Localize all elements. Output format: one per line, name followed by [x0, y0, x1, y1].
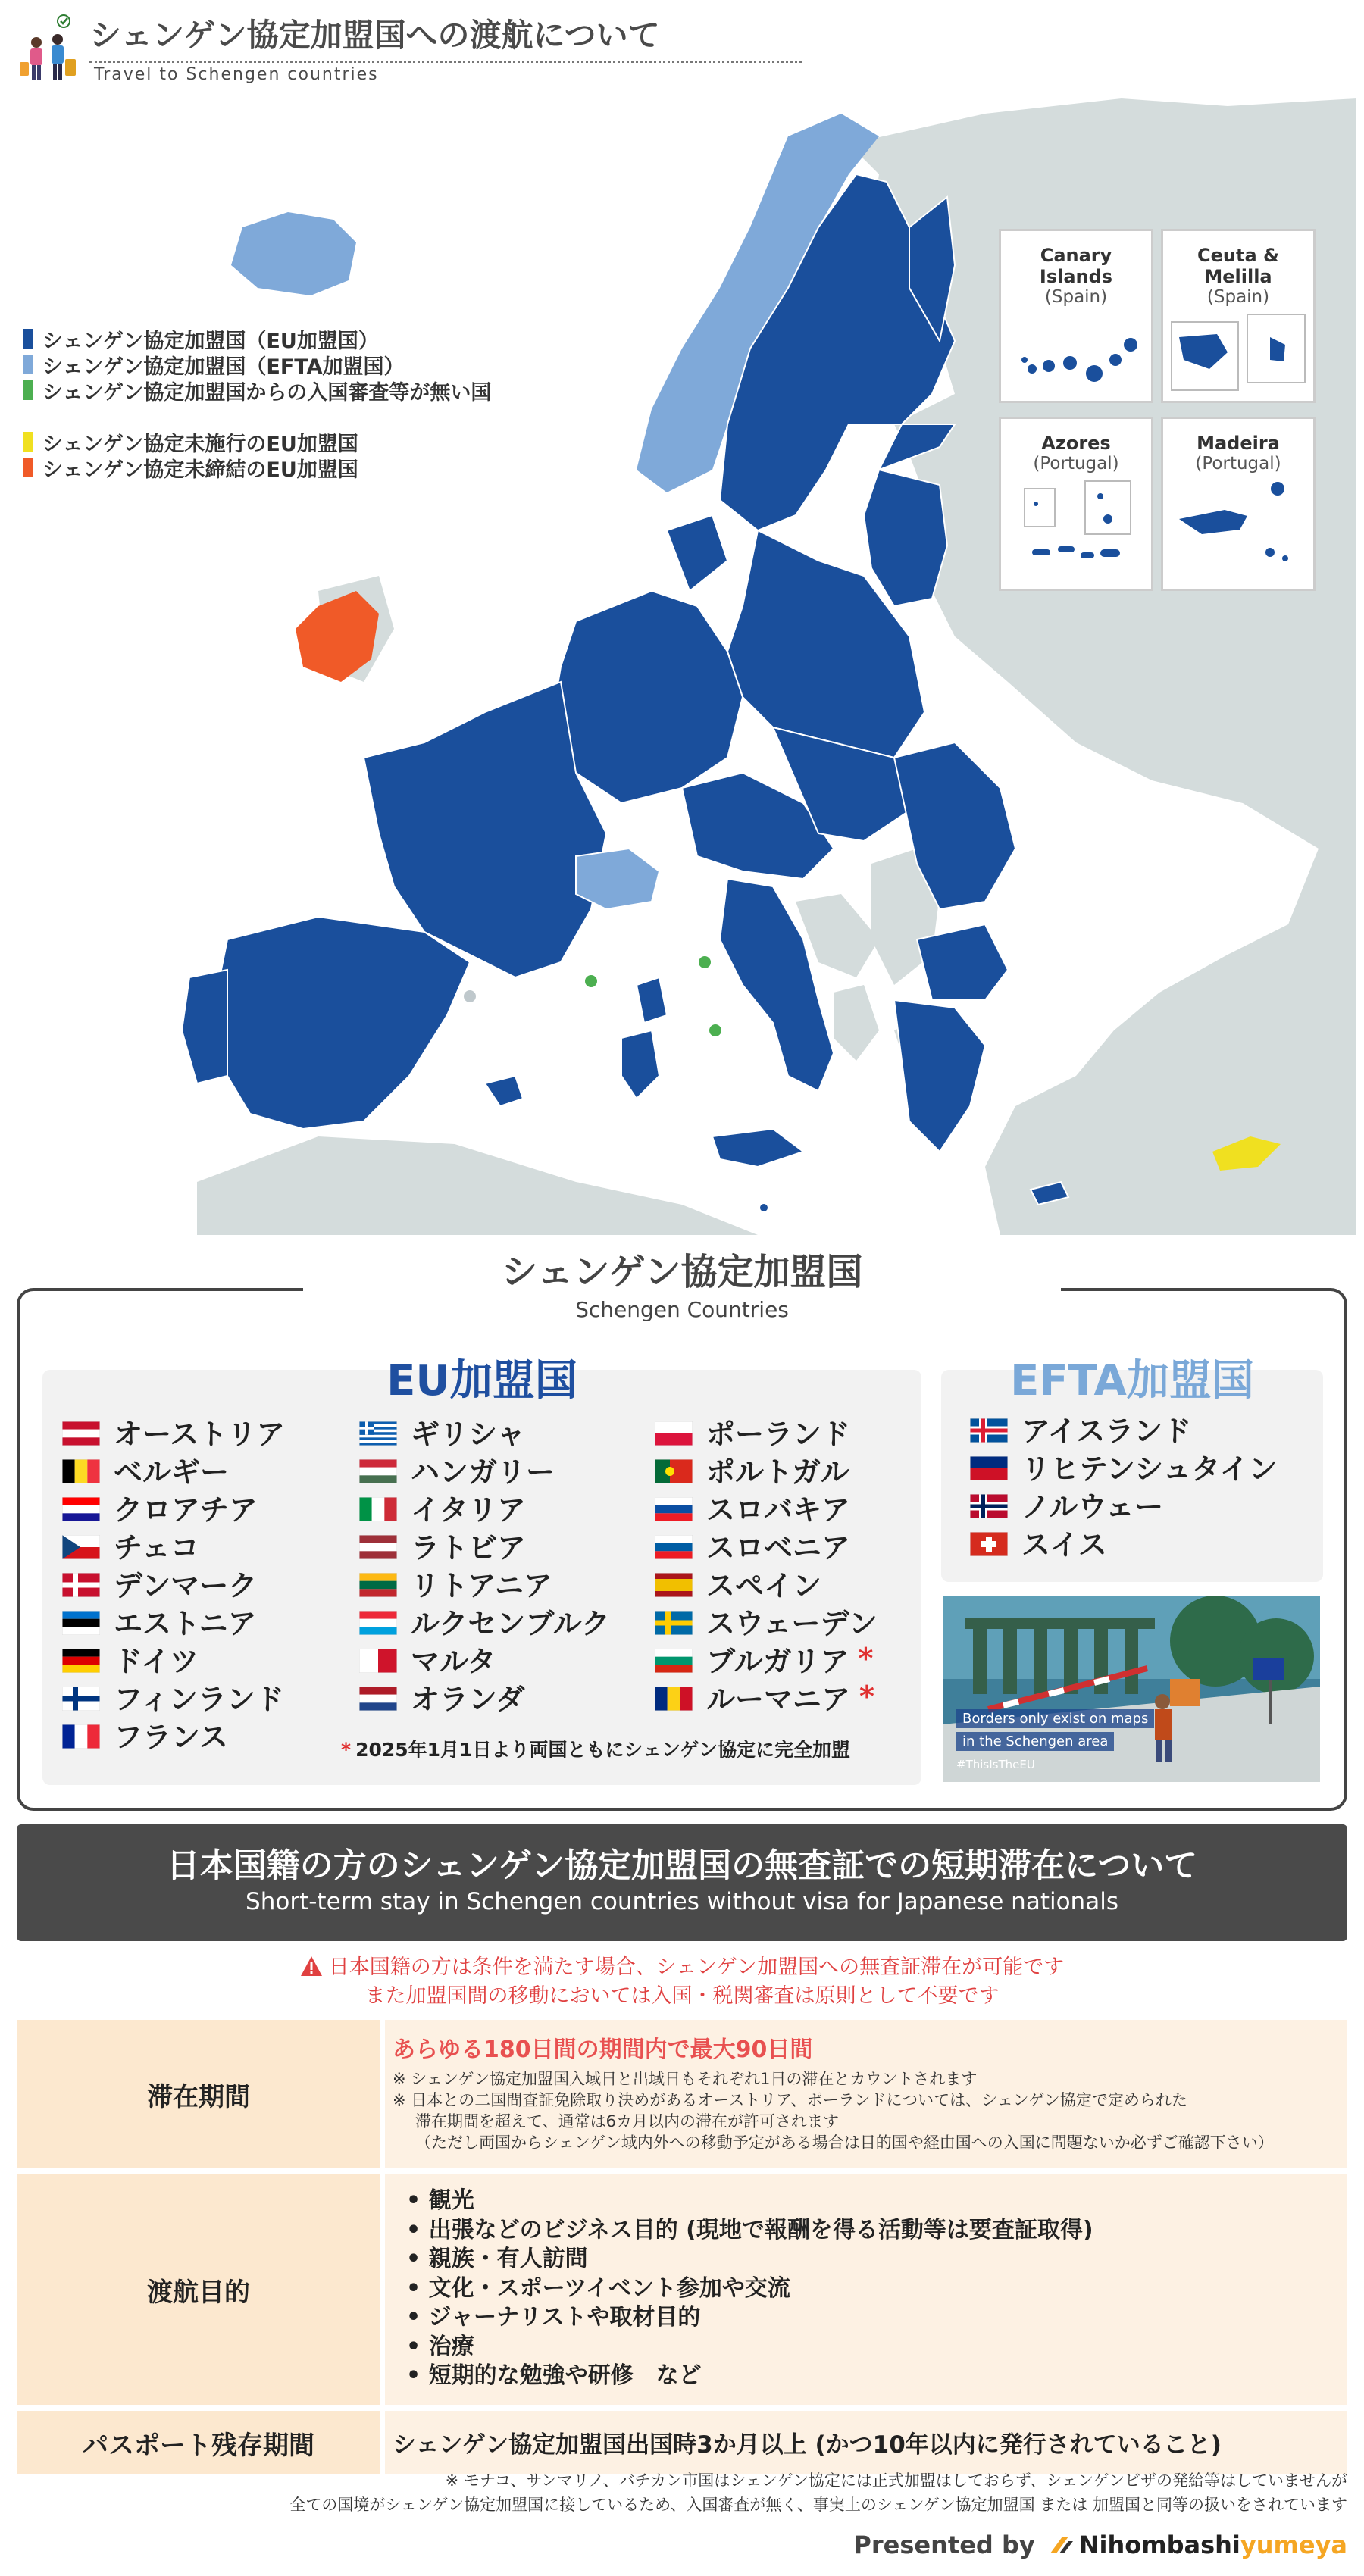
- country-estonia: [62, 1602, 285, 1640]
- visa-warning-2: また加盟国間の移動においては入国・税関審査は原則として不要です: [364, 1984, 1000, 2008]
- inset-ceuta-melilla: [1161, 229, 1316, 403]
- country-name: オランダ: [411, 1682, 525, 1716]
- country-slovenia: [655, 1526, 878, 1564]
- country-name: アイスランド: [1021, 1414, 1192, 1448]
- inset-subtitle: (Spain): [1206, 287, 1270, 307]
- efta-heading: EFTA加盟国: [1010, 1356, 1254, 1405]
- presented-by: [853, 2531, 1347, 2559]
- bulgaria-flag-icon: [655, 1646, 693, 1671]
- germany-flag-icon: [62, 1646, 100, 1671]
- footnote-star: *: [859, 1680, 874, 1713]
- legend-item-not-implemented: [23, 429, 491, 455]
- country-name: フィンランド: [114, 1682, 284, 1716]
- country-name: チェコ: [114, 1530, 199, 1565]
- inset-madeira: [1161, 417, 1316, 591]
- czechia-flag-icon: [62, 1533, 100, 1557]
- footer-note: ※ モナコ、サンマリノ、バチカン市国はシェンゲン協定には正式加盟はしておらず、シェンゲンビザの発給等はしていませんが: [445, 2471, 1347, 2490]
- country-lithuania: [359, 1564, 610, 1602]
- country-italy: [359, 1488, 610, 1526]
- legend-item-no-check: [23, 377, 491, 403]
- country-name: ベルギー: [114, 1455, 230, 1489]
- malta-flag-icon: [359, 1646, 397, 1671]
- inset-title: Azores: [1041, 433, 1111, 454]
- footnote-text: 2025年1月1日より両国ともにシェンゲン協定に完全加盟: [355, 1739, 850, 1761]
- footnote-star: *: [858, 1642, 874, 1675]
- country-name: ノルウェー: [1021, 1490, 1163, 1524]
- inset-title: Canary Islands: [1039, 245, 1113, 287]
- country-name: リヒテンシュタイン: [1021, 1452, 1278, 1486]
- country-denmark: [62, 1564, 285, 1602]
- belgium-flag-icon: [62, 1457, 100, 1481]
- country-name: ラトビア: [411, 1530, 527, 1565]
- warning-text: 日本国籍の方は条件を満たす場合、シェンゲン加盟国への無査証滞在が可能です: [328, 1955, 1065, 1979]
- country-portugal: [655, 1450, 878, 1488]
- country-spain: [655, 1564, 878, 1602]
- efta-column: [970, 1409, 1278, 1561]
- country-name: デンマーク: [114, 1568, 258, 1602]
- map-legend: [23, 326, 491, 480]
- photo-hashtag: #ThisIsTheEU: [956, 1758, 1035, 1771]
- visa-title: 日本国籍の方のシェンゲン協定加盟国の無査証での短期滞在について: [166, 1846, 1198, 1885]
- visa-warning: [0, 1950, 1364, 1980]
- passport-validity-label: パスポート残存期間: [17, 2411, 380, 2474]
- hungary-flag-icon: [359, 1457, 397, 1481]
- country-switzerland: [970, 1523, 1278, 1561]
- country-norway: [970, 1485, 1278, 1523]
- inset-subtitle: (Spain): [1044, 287, 1108, 307]
- inset-canary-islands: [999, 229, 1153, 403]
- inset-subtitle: (Portugal): [1195, 454, 1281, 474]
- sweden-flag-icon: [655, 1608, 693, 1633]
- inset-map: [1164, 474, 1312, 580]
- brand-logo-icon: [1046, 2534, 1075, 2556]
- finland-flag-icon: [62, 1684, 100, 1708]
- country-slovakia: [655, 1488, 878, 1526]
- country-name: マルタ: [411, 1644, 496, 1678]
- inset-subtitle: (Portugal): [1033, 454, 1119, 474]
- estonia-flag-icon: [62, 1608, 100, 1633]
- country-name: エストニア: [114, 1606, 257, 1640]
- romania-flag-icon: [655, 1684, 693, 1708]
- europe-map: [0, 91, 1364, 1243]
- purpose-item: • ジャーナリストや取材目的: [406, 2304, 701, 2331]
- legend-swatch: [23, 329, 33, 349]
- inset-map: [1002, 307, 1150, 398]
- croatia-flag-icon: [62, 1495, 100, 1519]
- travelers-icon: [14, 12, 82, 88]
- netherlands-flag-icon: [359, 1684, 397, 1708]
- country-iceland: [970, 1409, 1278, 1447]
- purpose-item: • 親族・有人訪問: [406, 2246, 588, 2272]
- country-croatia: [62, 1488, 285, 1526]
- slovakia-flag-icon: [655, 1495, 693, 1519]
- country-france: [62, 1715, 285, 1753]
- legend-label: シェンゲン協定加盟国（EFTA加盟国）: [42, 355, 405, 379]
- country-czechia: [62, 1526, 285, 1564]
- eu-column-3: [655, 1412, 878, 1715]
- country-name: イタリア: [411, 1493, 527, 1527]
- travel-purpose-label: 渡航目的: [17, 2174, 380, 2405]
- purpose-item: • 出張などのビジネス目的 (現地で報酬を得る活動等は要査証取得): [406, 2216, 1093, 2243]
- inset-title: Ceuta & Melilla: [1197, 245, 1279, 287]
- country-name: スウェーデン: [706, 1606, 878, 1640]
- country-name: ドイツ: [114, 1644, 199, 1678]
- legend-item-not-signed: [23, 455, 491, 480]
- purpose-item: • 短期的な勉強や研修 など: [406, 2362, 702, 2389]
- country-poland: [655, 1412, 878, 1450]
- country-latvia: [359, 1526, 610, 1564]
- lithuania-flag-icon: [359, 1571, 397, 1595]
- inset-map: [1164, 307, 1312, 398]
- schengen-title: シェンゲン協定加盟国: [501, 1251, 863, 1293]
- legend-swatch: [23, 380, 33, 400]
- legend-label: シェンゲン協定加盟国からの入国審査等が無い国: [42, 380, 492, 405]
- purpose-item: • 観光: [406, 2187, 474, 2214]
- country-luxembourg: [359, 1602, 610, 1640]
- purpose-item: • 治療: [406, 2333, 474, 2360]
- austria-flag-icon: [62, 1419, 100, 1443]
- denmark-flag-icon: [62, 1571, 100, 1595]
- legend-label: シェンゲン協定未施行のEU加盟国: [42, 432, 358, 456]
- photo-caption: Borders only exist on maps: [956, 1709, 1154, 1728]
- footer-note-2: 全ての国境がシェンゲン協定加盟国に接しているため、入国審査が無く、事実上のシェンゲン協定加盟国 または 加盟国と同等の扱いをされています: [289, 2496, 1347, 2514]
- legend-label: シェンゲン協定未締結のEU加盟国: [42, 458, 358, 482]
- country-liechtenstein: [970, 1447, 1278, 1485]
- eu-column-1: [62, 1412, 285, 1753]
- schengen-subtitle: Schengen Countries: [575, 1297, 789, 1322]
- stay-period-notes: [393, 2068, 1274, 2153]
- country-name: ギリシャ: [411, 1417, 526, 1451]
- country-name: オーストリア: [114, 1417, 286, 1451]
- inset-title: Madeira: [1197, 433, 1280, 454]
- eu-heading: EU加盟国: [386, 1356, 577, 1405]
- norway-flag-icon: [970, 1492, 1008, 1516]
- country-name: クロアチア: [114, 1493, 258, 1527]
- france-flag-icon: [62, 1722, 100, 1746]
- country-sweden: [655, 1602, 878, 1640]
- legend-item-efta: [23, 352, 491, 377]
- stay-period-label: 滞在期間: [17, 2020, 380, 2168]
- country-name: ポーランド: [706, 1417, 851, 1451]
- country-malta: [359, 1640, 610, 1677]
- country-name: ハンガリー: [411, 1455, 555, 1489]
- legend-swatch: [23, 432, 33, 452]
- page-title: シェンゲン協定加盟国への渡航について: [89, 17, 660, 54]
- purpose-item: • 文化・スポーツイベント参加や交流: [406, 2274, 790, 2302]
- travel-purpose-list: [406, 2187, 1093, 2391]
- visa-subtitle: Short-term stay in Schengen countries without visa for Japanese nationals: [246, 1888, 1118, 1915]
- country-germany: [62, 1640, 285, 1677]
- country-name: フランス: [114, 1720, 228, 1754]
- liechtenstein-flag-icon: [970, 1454, 1008, 1478]
- italy-flag-icon: [359, 1495, 397, 1519]
- poland-flag-icon: [655, 1419, 693, 1443]
- slovenia-flag-icon: [655, 1533, 693, 1557]
- iceland-flag-icon: [970, 1416, 1008, 1440]
- country-greece: [359, 1412, 610, 1450]
- luxembourg-flag-icon: [359, 1608, 397, 1633]
- country-belgium: [62, 1450, 285, 1488]
- country-name: ルクセンブルク: [411, 1606, 610, 1640]
- legend-swatch: [23, 355, 33, 374]
- switzerland-flag-icon: [970, 1530, 1008, 1554]
- stay-note: （ただし両国からシェンゲン域内外への移動予定がある場合は目的国や経由国への入国に問題ないか必ずご確認下さい）: [415, 2134, 1274, 2152]
- country-finland: [62, 1677, 285, 1715]
- footnote-star: *: [341, 1739, 352, 1761]
- inset-map: [1002, 474, 1150, 580]
- stay-note: ※ 日本との二国間査証免除取り決めがあるオーストリア、ポーランドについては、シェンゲン協定で定められた: [393, 2091, 1187, 2109]
- legend-swatch: [23, 458, 33, 477]
- spain-flag-icon: [655, 1571, 693, 1595]
- country-romania: [655, 1677, 878, 1715]
- country-austria: [62, 1412, 285, 1450]
- brand-name-accent: yumeya: [1240, 2531, 1347, 2559]
- photo-caption: in the Schengen area: [956, 1732, 1114, 1751]
- legend-label: シェンゲン協定加盟国（EU加盟国）: [42, 329, 379, 353]
- latvia-flag-icon: [359, 1533, 397, 1557]
- country-name: スイス: [1021, 1527, 1107, 1562]
- greece-flag-icon: [359, 1419, 397, 1443]
- inset-azores: [999, 417, 1153, 591]
- stay-note: 滞在期間を超えて、通常は6カ月以内の滞在が許可されます: [415, 2112, 839, 2131]
- presented-by-label: Presented by: [853, 2531, 1035, 2559]
- stay-note: ※ シェンゲン協定加盟国入域日と出域日もそれぞれ1日の滞在とカウントされます: [393, 2070, 978, 2088]
- country-netherlands: [359, 1677, 610, 1715]
- country-hungary: [359, 1450, 610, 1488]
- page-subtitle: Travel to Schengen countries: [94, 65, 379, 84]
- country-bulgaria: [655, 1640, 878, 1677]
- country-name: ルーマニア: [706, 1682, 851, 1716]
- eu-column-2: [359, 1412, 610, 1715]
- border-photo: [943, 1596, 1320, 1782]
- page-header: [0, 0, 1364, 91]
- warning-icon: [300, 1955, 323, 1977]
- brand-name: Nihombashi: [1078, 2531, 1240, 2559]
- country-name: スペイン: [706, 1568, 822, 1602]
- country-name: ポルトガル: [706, 1455, 849, 1489]
- legend-item-eu: [23, 326, 491, 352]
- country-name: ブルガリア: [706, 1644, 849, 1678]
- country-name: スロベニア: [706, 1530, 851, 1565]
- stay-period-headline: あらゆる180日間の期間内で最大90日間: [393, 2037, 813, 2063]
- country-name: スロバキア: [706, 1493, 851, 1527]
- passport-validity-value: シェンゲン協定加盟国出国時3か月以上 (かつ10年以内に発行されていること): [393, 2431, 1222, 2459]
- eu-footnote: [341, 1735, 850, 1762]
- title-divider: [89, 61, 802, 63]
- portugal-flag-icon: [655, 1457, 693, 1481]
- country-name: リトアニア: [411, 1568, 552, 1602]
